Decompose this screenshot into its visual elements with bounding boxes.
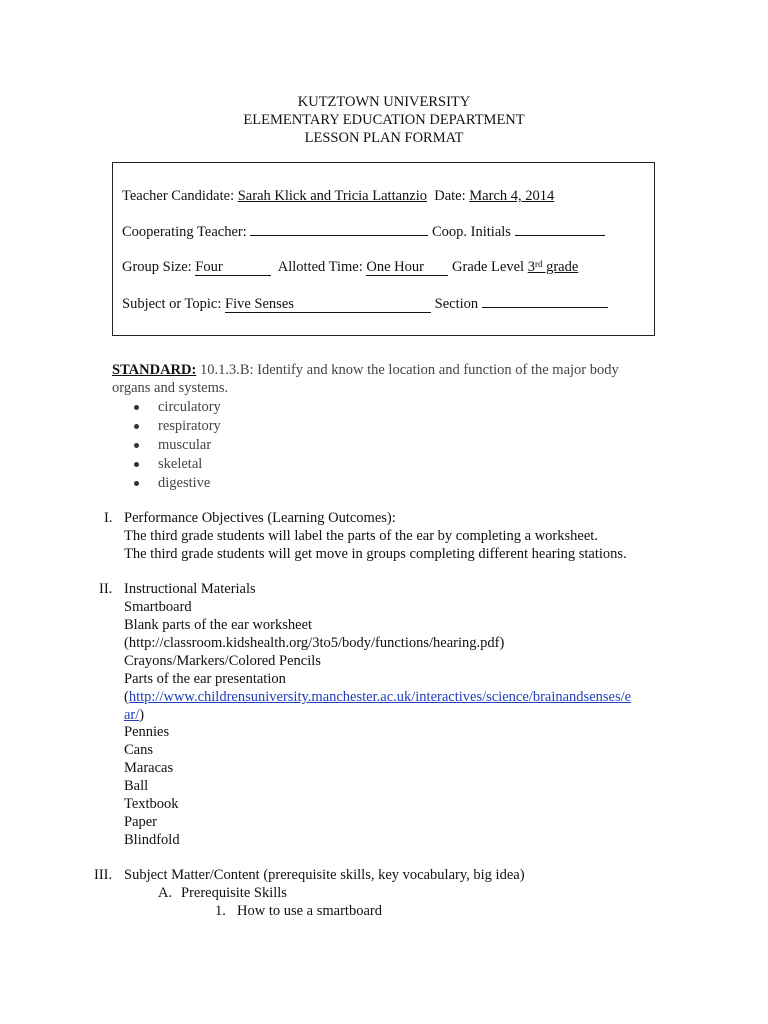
list-item: How to use a smartboard (237, 903, 382, 919)
standard-item: muscular (158, 437, 212, 453)
bullet-icon (133, 436, 141, 444)
teacher-candidate-label: Teacher Candidate: (122, 188, 238, 204)
standard-text: 10.1.3.B: Identify and know the location and function of the major body (196, 362, 619, 378)
group-size-label: Group Size: (122, 259, 196, 275)
presentation-link[interactable]: http://www.childrensuniversity.manchester.ac.uk/interactives/science/brainandsenses/e (128, 689, 632, 705)
section-numeral: I. (104, 510, 113, 526)
coop-initials-label: Coop. Initials (432, 224, 515, 240)
department-name: ELEMENTARY EDUCATION DEPARTMENT (243, 112, 525, 128)
standard-line (112, 361, 619, 379)
standard-item: digestive (158, 475, 211, 491)
material-item: Paper (124, 814, 158, 830)
group-size-row (122, 258, 578, 276)
cooperating-teacher-row (122, 222, 605, 241)
bullet-icon (133, 474, 141, 482)
standard-text-cont: organs and systems. (112, 380, 229, 396)
date-label: Date: (434, 188, 470, 204)
section-title: Instructional Materials (124, 581, 256, 597)
presentation-link-cont[interactable]: ar/ (124, 707, 140, 723)
grade-level-label: Grade Level (452, 259, 528, 275)
material-item: (http://classroom.kidshealth.org/3to5/body/functions/hearing.pdf) (124, 635, 505, 651)
standard-item: skeletal (158, 456, 203, 472)
bullet-icon (133, 417, 141, 425)
cooperating-teacher-label: Cooperating Teacher: (122, 224, 251, 240)
material-item: Blank parts of the ear worksheet (124, 617, 313, 633)
subsection-label: A. (158, 885, 173, 901)
subject-value: Five Senses (225, 297, 431, 313)
section-title: Subject Matter/Content (prerequisite skills, key vocabulary, big idea) (124, 867, 525, 883)
standard-item: circulatory (158, 399, 221, 415)
section-label: Section (434, 296, 482, 312)
material-item: Parts of the ear presentation (124, 671, 286, 687)
date-value: March 4, 2014 (469, 188, 555, 204)
presentation-link-line-cont: ar/) (124, 707, 145, 723)
allotted-time-label: Allotted Time: (277, 259, 367, 275)
grade-level-value: 3rd grade (527, 259, 579, 275)
coop-initials-blank (515, 222, 605, 236)
university-name: KUTZTOWN UNIVERSITY (297, 94, 471, 110)
material-item: Pennies (124, 724, 170, 740)
material-item: Smartboard (124, 599, 192, 615)
section-title: Performance Objectives (Learning Outcomes): (124, 510, 396, 526)
cooperating-teacher-blank (250, 222, 428, 236)
list-number: 1. (215, 903, 226, 919)
material-item: Cans (124, 742, 153, 758)
subject-row (122, 294, 608, 313)
subject-label: Subject or Topic: (122, 296, 226, 312)
section-numeral: II. (99, 581, 113, 597)
standard-label: STANDARD: (112, 362, 197, 378)
teacher-candidate-value: Sarah Klick and Tricia Lattanzio (237, 188, 427, 204)
material-item: Ball (124, 778, 149, 794)
allotted-time-value: One Hour (366, 260, 448, 276)
teacher-candidate-row (122, 187, 554, 205)
section-blank (482, 294, 608, 308)
objective-line: The third grade students will get move in groups completing different hearing stations. (124, 546, 627, 562)
section-numeral: III. (94, 867, 113, 883)
objective-line: The third grade students will label the parts of the ear by completing a worksheet. (124, 528, 598, 544)
group-size-value: Four (195, 260, 271, 276)
bullet-icon (133, 455, 141, 463)
material-item: Blindfold (124, 832, 180, 848)
material-item: Crayons/Markers/Colored Pencils (124, 653, 321, 669)
material-item: Textbook (124, 796, 179, 812)
document-title: LESSON PLAN FORMAT (304, 130, 464, 146)
presentation-link-line: (http://www.childrensuniversity.manchester.ac.uk/interactives/science/brainandsenses/e (124, 689, 632, 705)
bullet-icon (133, 398, 141, 406)
material-item: Maracas (124, 760, 174, 776)
subsection-title: Prerequisite Skills (181, 885, 287, 901)
standard-item: respiratory (158, 418, 221, 434)
